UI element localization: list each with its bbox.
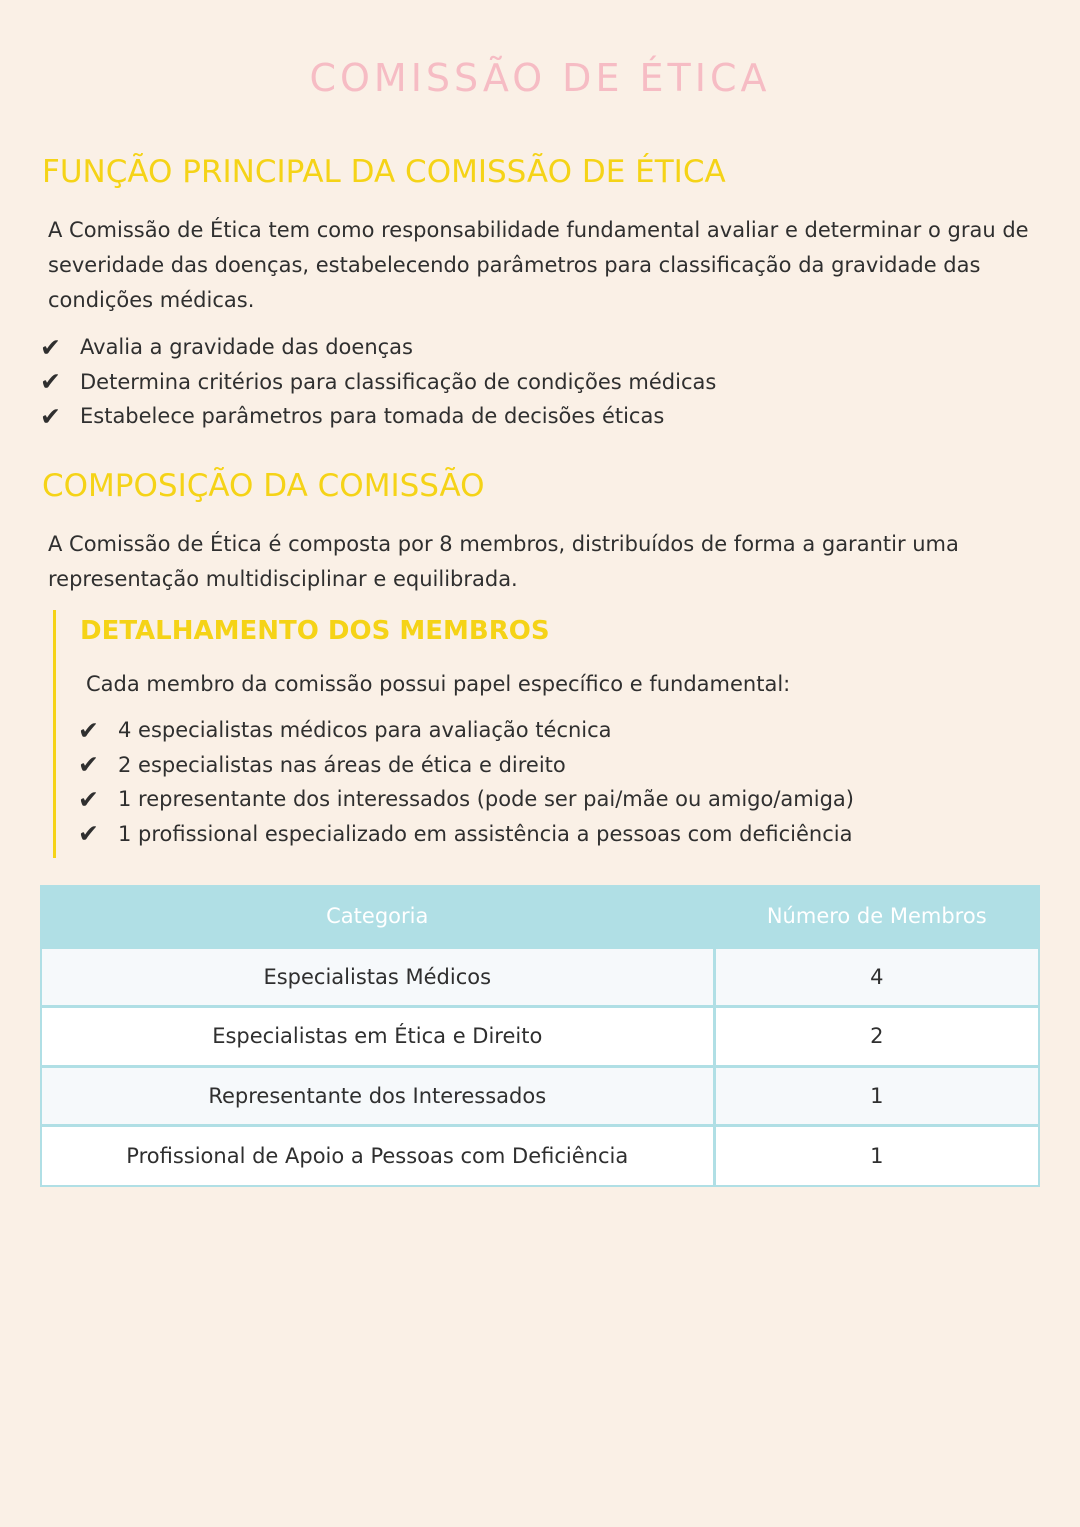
members-callout [53, 610, 983, 858]
table-cell-count: 4 [714, 947, 1038, 1007]
checkmark-icon: ✔ [78, 750, 99, 780]
list-item-text: Determina critérios para classificação de condições médicas [80, 369, 717, 394]
table-cell-category: Profissional de Apoio a Pessoas com Deficiência [42, 1126, 714, 1186]
section-heading-function: FUNÇÃO PRINCIPAL DA COMISSÃO DE ÉTICA [42, 154, 726, 190]
members-intro: Cada membro da comissão possui papel específico e fundamental: [86, 672, 791, 696]
list-item-text: 1 representante dos interessados (pode ser pai/mãe ou amigo/amiga) [118, 787, 854, 812]
composition-paragraph: A Comissão de Ética é composta por 8 membros, distribuídos de forma a garantir uma representação multidisciplinar e equilibrada. [48, 532, 959, 591]
list-item [78, 817, 854, 852]
column-header-count: Número de Membros [714, 887, 1038, 947]
table-cell-count: 1 [714, 1066, 1038, 1126]
function-paragraph: A Comissão de Ética tem como responsabilidade fundamental avaliar e determinar o grau de severidade das doenças, estabelecendo parâmetros para classificação da gravidade das condições médicas. [48, 218, 1029, 312]
table-cell-category: Representante dos Interessados [42, 1066, 714, 1126]
members-checklist [78, 713, 854, 851]
list-item [40, 365, 716, 400]
table-row [42, 1066, 1038, 1126]
table-row [42, 947, 1038, 1007]
list-item-text: 1 profissional especializado em assistência a pessoas com deficiência [118, 821, 853, 846]
table-header-row [42, 887, 1038, 947]
checkmark-icon: ✔ [78, 784, 99, 814]
list-item-text: Estabelece parâmetros para tomada de decisões éticas [80, 404, 665, 429]
table-cell-category: Especialistas Médicos [42, 947, 714, 1007]
checkmark-icon: ✔ [78, 819, 99, 849]
table-cell-count: 2 [714, 1007, 1038, 1067]
list-item [40, 330, 716, 365]
table-row [42, 1007, 1038, 1067]
members-heading: DETALHAMENTO DOS MEMBROS [80, 616, 550, 646]
checkmark-icon: ✔ [78, 715, 99, 745]
checkmark-icon: ✔ [40, 401, 61, 431]
table-row [42, 1126, 1038, 1186]
section-heading-composition: COMPOSIÇÃO DA COMISSÃO [42, 468, 485, 504]
page-title: COMISSÃO DE ÉTICA [309, 56, 771, 100]
list-item-text: 4 especialistas médicos para avaliação técnica [118, 718, 612, 743]
checkmark-icon: ✔ [40, 332, 61, 362]
list-item-text: 2 especialistas nas áreas de ética e direito [118, 752, 566, 777]
members-table [40, 885, 1040, 1187]
table-cell-category: Especialistas em Ética e Direito [42, 1007, 714, 1067]
list-item [78, 713, 854, 748]
table-cell-count: 1 [714, 1126, 1038, 1186]
column-header-category: Categoria [42, 887, 714, 947]
function-checklist [40, 330, 716, 434]
list-item [40, 399, 716, 434]
list-item-text: Avalia a gravidade das doenças [80, 335, 413, 360]
list-item [78, 748, 854, 783]
checkmark-icon: ✔ [40, 367, 61, 397]
list-item [78, 782, 854, 817]
